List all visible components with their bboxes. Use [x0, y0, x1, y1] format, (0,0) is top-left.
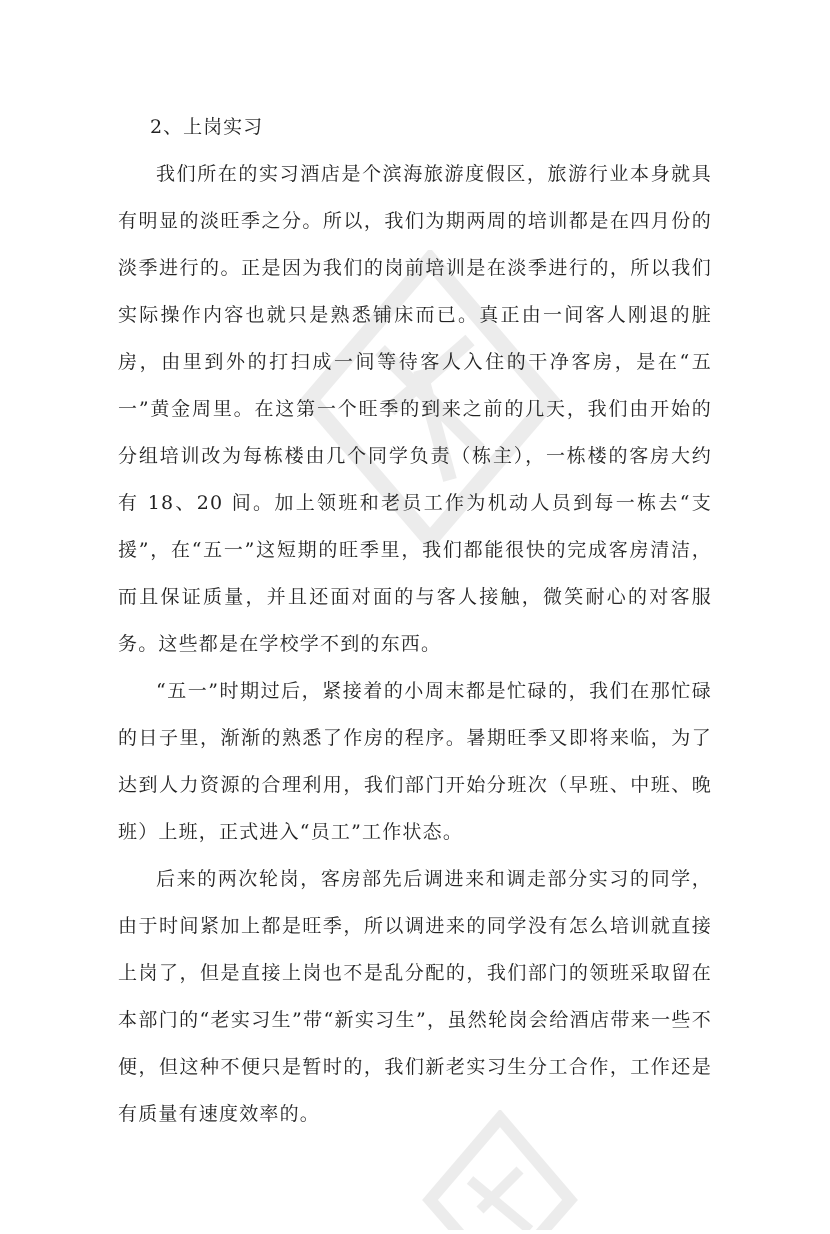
section-heading: 2、上岗实习: [150, 116, 264, 138]
paragraph-2: “五一”时期过后，紧接着的小周末都是忙碌的，我们在那忙碌的日子里，渐渐的熟悉了作房的程序。暑期旺季又即将来临，为了达到人力资源的合理利用，我们部门开始分班次（早班、中班、晚班）上班，正式进入“员工”工作状态。: [118, 680, 712, 843]
document-page: [118, 104, 712, 1138]
paragraph-1: 我们所在的实习酒店是个滨海旅游度假区，旅游行业本身就具有明显的淡旺季之分。所以，我们为期两周的培训都是在四月份的淡季进行的。正是因为我们的岗前培训是在淡季进行的，所以我们实际操作内容也就只是熟悉铺床而已。真正由一间客人刚退的脏房，由里到外的打扫成一间等待客人入住的干净客房，是在“五一”黄金周里。在这第一个旺季的到来之前的几天，我们由开始的分组培训改为每栋楼由几个同学负责（栋主），一栋楼的客房大约有 18、20 间。加上领班和老员工作为机动人员到每一栋去“支援”，在“五一”这短期的旺季里，我们都能很快的完成客房清洁，而且保证质量，并且还面对面的与客人接触，微笑耐心的对客服务。这些都是在学校学不到的东西。: [118, 163, 712, 655]
paragraph-3: 后来的两次轮岗，客房部先后调进来和调走部分实习的同学，由于时间紧加上都是旺季，所以调进来的同学没有怎么培训就直接上岗了，但是直接上岗也不是乱分配的，我们部门的领班采取留在本部门的“老实习生”带“新实习生”，虽然轮岗会给酒店带来一些不便，但这种不便只是暂时的，我们新老实习生分工合作，工作还是有质量有速度效率的。: [118, 868, 712, 1125]
